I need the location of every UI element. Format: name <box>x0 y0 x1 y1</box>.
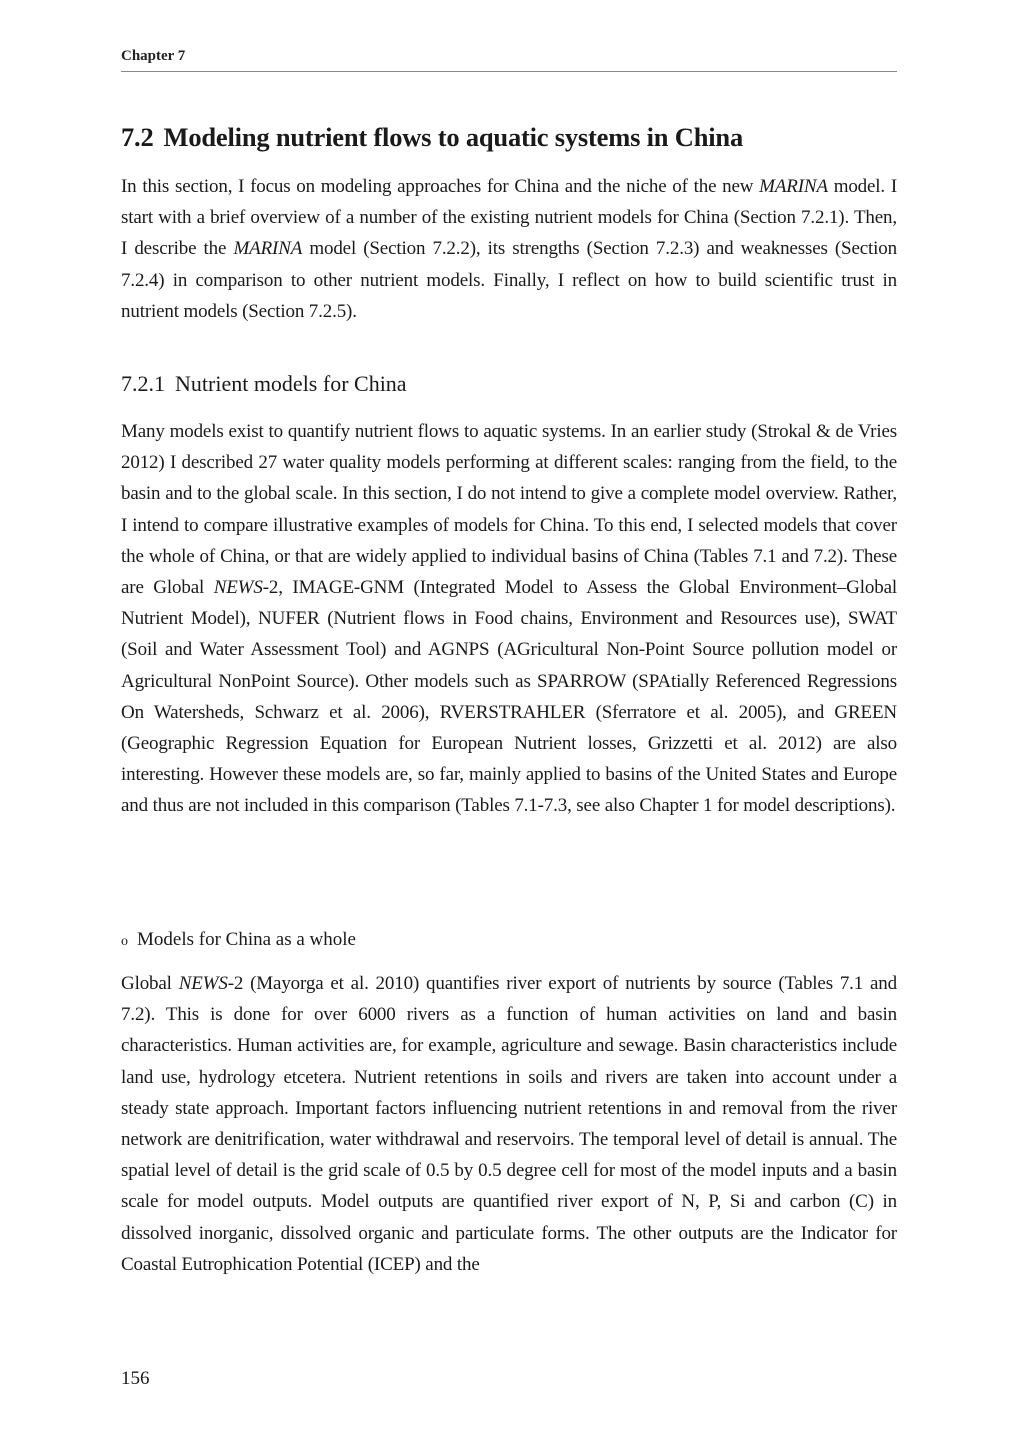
news-paragraph <box>121 968 897 1280</box>
bullet-circle-icon: o <box>121 934 128 949</box>
page-number: 156 <box>121 1368 150 1389</box>
section-heading <box>121 122 897 153</box>
subsection-heading <box>121 371 407 397</box>
model-name-italic: NEWS <box>213 577 263 599</box>
bullet-text: Models for China as a whole <box>137 929 356 950</box>
text-run: -2, IMAGE-GNM (Integrated Model to Assess the Global Environment–Global Nutrient Model), NUFER (Nutrient flows in Food chains, Environment and Resources use), SWAT (Soil and Water Assessment Tool) and AGNPS (AGricultural Non-Point Source pollution model or Agricultural NonPoint Source). Other models such as SPARROW (SPAtially Referenced Regressions On Watersheds, Schwarz et al. 2006), RVERSTRAHLER (Sferratore et al. 2005), and GREEN (Geographic Regression Equation for European Nutrient losses, Grizzetti et al. 2012) are also interesting. However these models are, so far, mainly applied to basins of the United States and Europe and thus are not included in this comparison (Tables 7.1-7.3, see also Chapter 1 for model descriptions). <box>121 577 897 817</box>
intro-paragraph <box>121 171 897 327</box>
bullet-item <box>121 929 356 951</box>
header-rule <box>121 71 897 72</box>
section-number: 7.2 <box>121 122 154 152</box>
subsection-number: 7.2.1 <box>121 371 165 396</box>
text-run: -2 (Mayorga et al. 2010) quantifies river export of nutrients by source (Tables 7.1 and 7.2). This is done for over 6000 rivers as a function of human activities on land and basin characteristics. Human activities are, for example, agriculture and sewage. Basin characteristics include land use, hydrology etcetera. Nutrient retentions in soils and rivers are taken into account under a steady state approach. Important factors influencing nutrient retentions in and removal from the river network are denitrification, water withdrawal and reservoirs. The temporal level of detail is annual. The spatial level of detail is the grid scale of 0.5 by 0.5 degree cell for most of the model inputs and a basin scale for model outputs. Model outputs are quantified river export of N, P, Si and carbon (C) in dissolved inorganic, dissolved organic and particulate forms. The other outputs are the Indicator for Coastal Eutrophication Potential (ICEP) and the <box>121 973 897 1275</box>
text-run: Many models exist to quantify nutrient flows to aquatic systems. In an earlier study (Strokal & de Vries 2012) I described 27 water quality models performing at different scales: ranging from the field, to the basin and to the global scale. In this section, I do not intend to give a complete model overview. Rather, I intend to compare illustrative examples of models for China. To this end, I selected models that cover the whole of China, or that are widely applied to individual basins of China (Tables 7.1 and 7.2). These are Global <box>121 421 897 599</box>
text-run: model. I start with a brief overview of a number of the existing nutrient models for China (Section 7.2.1). Then, I describe the <box>121 176 898 260</box>
running-head: Chapter 7 <box>121 48 186 64</box>
text-run: model (Section 7.2.2), its strengths (Section 7.2.3) and weaknesses (Section 7.2.4) in comparison to other nutrient models. Finally, I reflect on how to build scientific trust in nutrient models (Section 7.2.5). <box>121 238 897 322</box>
text-run: Global <box>121 973 179 994</box>
models-paragraph <box>121 416 897 822</box>
section-title: Modeling nutrient flows to aquatic systems in China <box>163 122 743 152</box>
subsection-title: Nutrient models for China <box>175 371 407 396</box>
model-name-italic: MARINA <box>759 176 828 197</box>
model-name-italic: MARINA <box>233 238 303 260</box>
model-name-italic: NEWS <box>178 973 228 994</box>
text-run: In this section, I focus on modeling approaches for China and the niche of the new <box>121 176 760 197</box>
